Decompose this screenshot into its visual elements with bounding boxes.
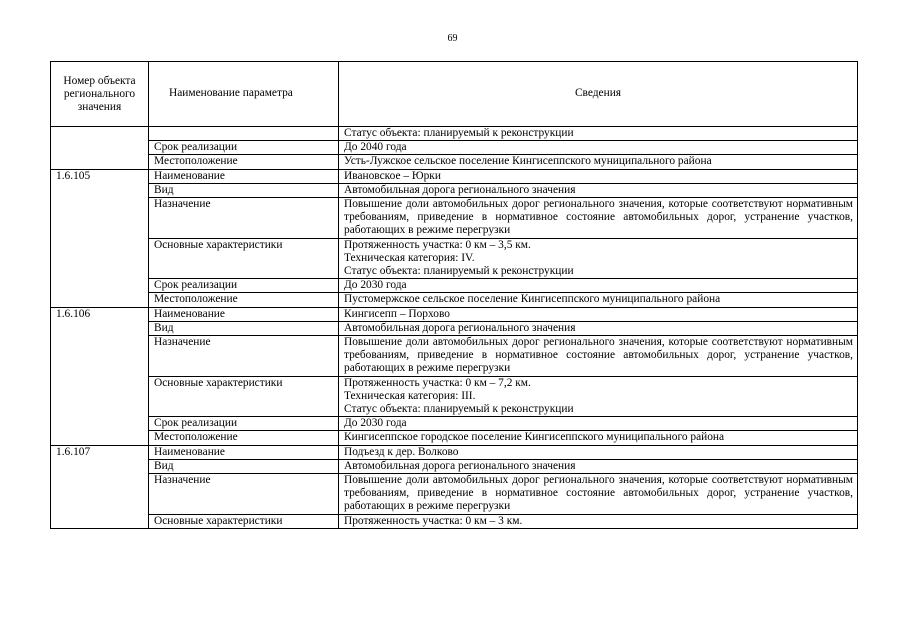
table-row — [51, 127, 858, 141]
table-body — [51, 127, 858, 529]
details-line: До 2030 года — [344, 279, 407, 292]
details-line: Повышение доли автомобильных дорог регионального значения, которые соответствуют нормативным требованиям, приведение в нормативное состояние автомобильных дорог, устранение участков, работающих в режиме перегрузки — [344, 198, 853, 237]
details-cell — [339, 183, 858, 197]
details-line: Ивановское – Юрки — [344, 169, 441, 182]
parameter-name-cell: Назначение — [149, 336, 339, 377]
details-line: Статус объекта: планируемый к реконструкции — [344, 265, 574, 278]
object-number-cell — [51, 141, 149, 155]
parameter-name-cell: Наименование — [149, 445, 339, 459]
parameter-name-cell: Наименование — [149, 307, 339, 321]
table-row — [51, 307, 858, 321]
object-number-cell — [51, 183, 149, 197]
object-number-cell — [51, 376, 149, 417]
object-number-cell — [51, 431, 149, 445]
table-row — [51, 459, 858, 473]
object-number-cell — [51, 459, 149, 473]
header-parameter-name: Наименование параметра — [149, 62, 339, 127]
details-line: Кингисеппское городское поселение Кингисеппского муниципального района — [344, 431, 725, 444]
details-cell — [339, 321, 858, 335]
table-row — [51, 445, 858, 459]
object-number-cell — [51, 279, 149, 293]
table-row — [51, 376, 858, 417]
details-line: До 2040 года — [344, 141, 407, 154]
details-line: Протяженность участка: 0 км – 3 км. — [344, 514, 523, 527]
details-cell — [339, 141, 858, 155]
details-cell — [339, 293, 858, 307]
table-row — [51, 183, 858, 197]
table-row — [51, 321, 858, 335]
details-cell — [339, 445, 858, 459]
details-line: Усть-Лужское сельское поселение Кингисеппского муниципального района — [344, 155, 712, 168]
parameter-name-cell: Срок реализации — [149, 417, 339, 431]
table-row — [51, 169, 858, 183]
object-number-cell — [51, 321, 149, 335]
parameter-name-cell: Основные характеристики — [149, 238, 339, 279]
parameter-name-cell — [149, 127, 339, 141]
parameter-name-cell: Основные характеристики — [149, 514, 339, 528]
details-line: Подъезд к дер. Волково — [344, 445, 459, 458]
parameter-name-cell: Срок реализации — [149, 279, 339, 293]
details-cell — [339, 169, 858, 183]
table-row — [51, 279, 858, 293]
details-line: Автомобильная дорога регионального значения — [344, 459, 576, 472]
details-cell — [339, 431, 858, 445]
details-cell — [339, 336, 858, 377]
details-line: Повышение доли автомобильных дорог регионального значения, которые соответствуют нормативным требованиям, приведение в нормативное состояние автомобильных дорог, устранение участков, работающих в режиме перегрузки — [344, 474, 853, 513]
parameter-name-cell: Местоположение — [149, 431, 339, 445]
details-line: Автомобильная дорога регионального значения — [344, 321, 576, 334]
details-cell — [339, 238, 858, 279]
parameter-name-cell: Наименование — [149, 169, 339, 183]
table-row — [51, 431, 858, 445]
table-row — [51, 155, 858, 169]
object-number-cell — [51, 198, 149, 239]
details-line: Пустомержское сельское поселение Кингисеппского муниципального района — [344, 293, 721, 306]
details-cell — [339, 417, 858, 431]
table-row — [51, 238, 858, 279]
object-number-cell: 1.6.105 — [51, 169, 149, 183]
parameter-name-cell: Срок реализации — [149, 141, 339, 155]
details-line: Автомобильная дорога регионального значения — [344, 183, 576, 196]
table-row — [51, 198, 858, 239]
table-row — [51, 293, 858, 307]
table-header-row — [51, 62, 858, 127]
details-line: Протяженность участка: 0 км – 7,2 км. — [344, 376, 531, 389]
object-number-cell — [51, 474, 149, 515]
details-line: Протяженность участка: 0 км – 3,5 км. — [344, 238, 531, 251]
details-cell — [339, 459, 858, 473]
details-cell — [339, 474, 858, 515]
details-cell — [339, 279, 858, 293]
object-number-cell — [51, 514, 149, 528]
object-number-cell — [51, 417, 149, 431]
table-row — [51, 336, 858, 377]
parameter-name-cell: Вид — [149, 183, 339, 197]
details-cell — [339, 307, 858, 321]
page-number: 69 — [447, 33, 458, 44]
details-line: Повышение доли автомобильных дорог регионального значения, которые соответствуют нормативным требованиям, приведение в нормативное состояние автомобильных дорог, устранение участков, работающих в режиме перегрузки — [344, 336, 853, 375]
object-number-cell — [51, 155, 149, 169]
header-object-number: Номер объекта регионального значения — [51, 62, 149, 127]
parameter-name-cell: Вид — [149, 459, 339, 473]
table-row — [51, 141, 858, 155]
details-cell — [339, 198, 858, 239]
parameter-name-cell: Назначение — [149, 474, 339, 515]
details-line: Кингисепп – Порхово — [344, 307, 450, 320]
details-cell — [339, 155, 858, 169]
details-cell — [339, 376, 858, 417]
parameter-name-cell: Назначение — [149, 198, 339, 239]
parameter-name-cell: Местоположение — [149, 293, 339, 307]
details-line: До 2030 года — [344, 417, 407, 430]
object-number-cell: 1.6.106 — [51, 307, 149, 321]
details-cell — [339, 514, 858, 528]
table-row — [51, 417, 858, 431]
object-number-cell: 1.6.107 — [51, 445, 149, 459]
details-line: Статус объекта: планируемый к реконструкции — [344, 127, 574, 139]
object-number-cell — [51, 238, 149, 279]
details-cell — [339, 127, 858, 141]
details-line: Техническая категория: III. — [344, 389, 476, 402]
details-line: Статус объекта: планируемый к реконструкции — [344, 403, 574, 416]
table-row — [51, 474, 858, 515]
object-number-cell — [51, 127, 149, 141]
object-number-cell — [51, 293, 149, 307]
details-line: Техническая категория: IV. — [344, 251, 475, 264]
header-details: Сведения — [339, 62, 858, 127]
object-number-cell — [51, 336, 149, 377]
parameter-name-cell: Вид — [149, 321, 339, 335]
parameter-name-cell: Основные характеристики — [149, 376, 339, 417]
parameter-name-cell: Местоположение — [149, 155, 339, 169]
table-row — [51, 514, 858, 528]
parameters-table — [50, 61, 858, 529]
